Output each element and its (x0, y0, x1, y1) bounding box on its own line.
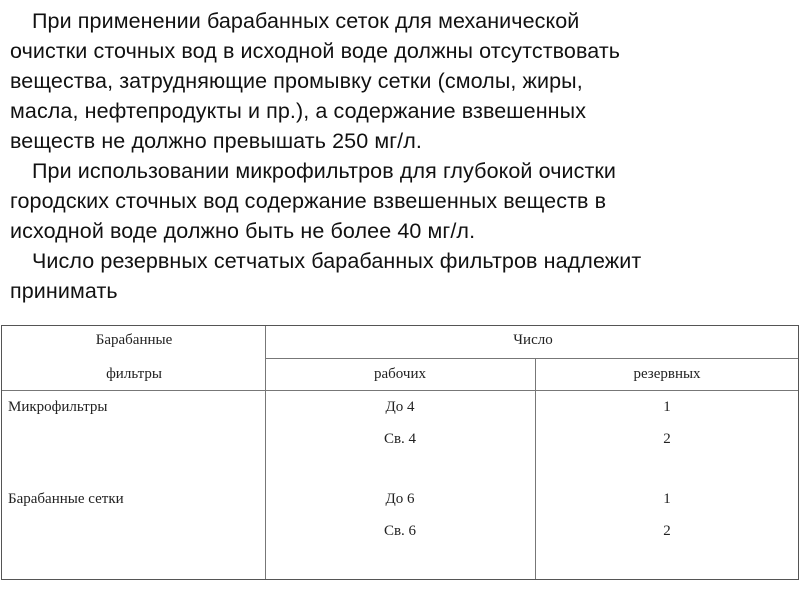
row-type-microfilters: Микрофильтры (8, 399, 108, 415)
paragraph-drum-screens (10, 6, 790, 156)
header-number: Число (513, 332, 553, 348)
text-line: При использовании микрофильтров для глубокой очистки (32, 159, 617, 183)
paragraph-reserve-count (10, 246, 790, 306)
cell-reserve: 2 (663, 431, 671, 447)
column-divider (265, 326, 266, 579)
header-divider (265, 358, 798, 359)
header-bottom-border (2, 390, 798, 391)
column-divider (535, 358, 536, 579)
header-filters-line1: Барабанные (95, 332, 173, 348)
text-line: При применении барабанных сеток для механической (32, 9, 580, 33)
cell-working: До 4 (385, 399, 415, 415)
cell-working: Св. 4 (383, 431, 417, 447)
body-text (10, 6, 790, 306)
text-line: очистки сточных вод в исходной воде должны отсутствовать (10, 39, 621, 63)
paragraph-microfilters (10, 156, 790, 246)
text-line: Число резервных сетчатых барабанных фильтров надлежит (32, 249, 642, 273)
header-filters-line2: фильтры (106, 366, 162, 382)
text-line: масла, нефтепродукты и пр.), а содержание взвешенных (10, 99, 587, 123)
cell-working: До 6 (385, 491, 415, 507)
cell-reserve: 1 (663, 399, 671, 415)
cell-reserve: 2 (663, 523, 671, 539)
cell-working: Св. 6 (383, 523, 417, 539)
filters-table (1, 325, 799, 580)
header-working: рабочих (374, 366, 426, 382)
text-line: исходной воде должно быть не более 40 мг/л. (10, 219, 476, 243)
text-line: принимать (10, 279, 118, 303)
text-line: вещества, затрудняющие промывку сетки (смолы, жиры, (10, 69, 583, 93)
text-line: городских сточных вод содержание взвешенных веществ в (10, 189, 607, 213)
header-reserve: резервных (633, 366, 701, 382)
cell-reserve: 1 (663, 491, 671, 507)
text-line: веществ не должно превышать 250 мг/л. (10, 129, 422, 153)
row-type-drum-screens: Барабанные сетки (8, 491, 124, 507)
